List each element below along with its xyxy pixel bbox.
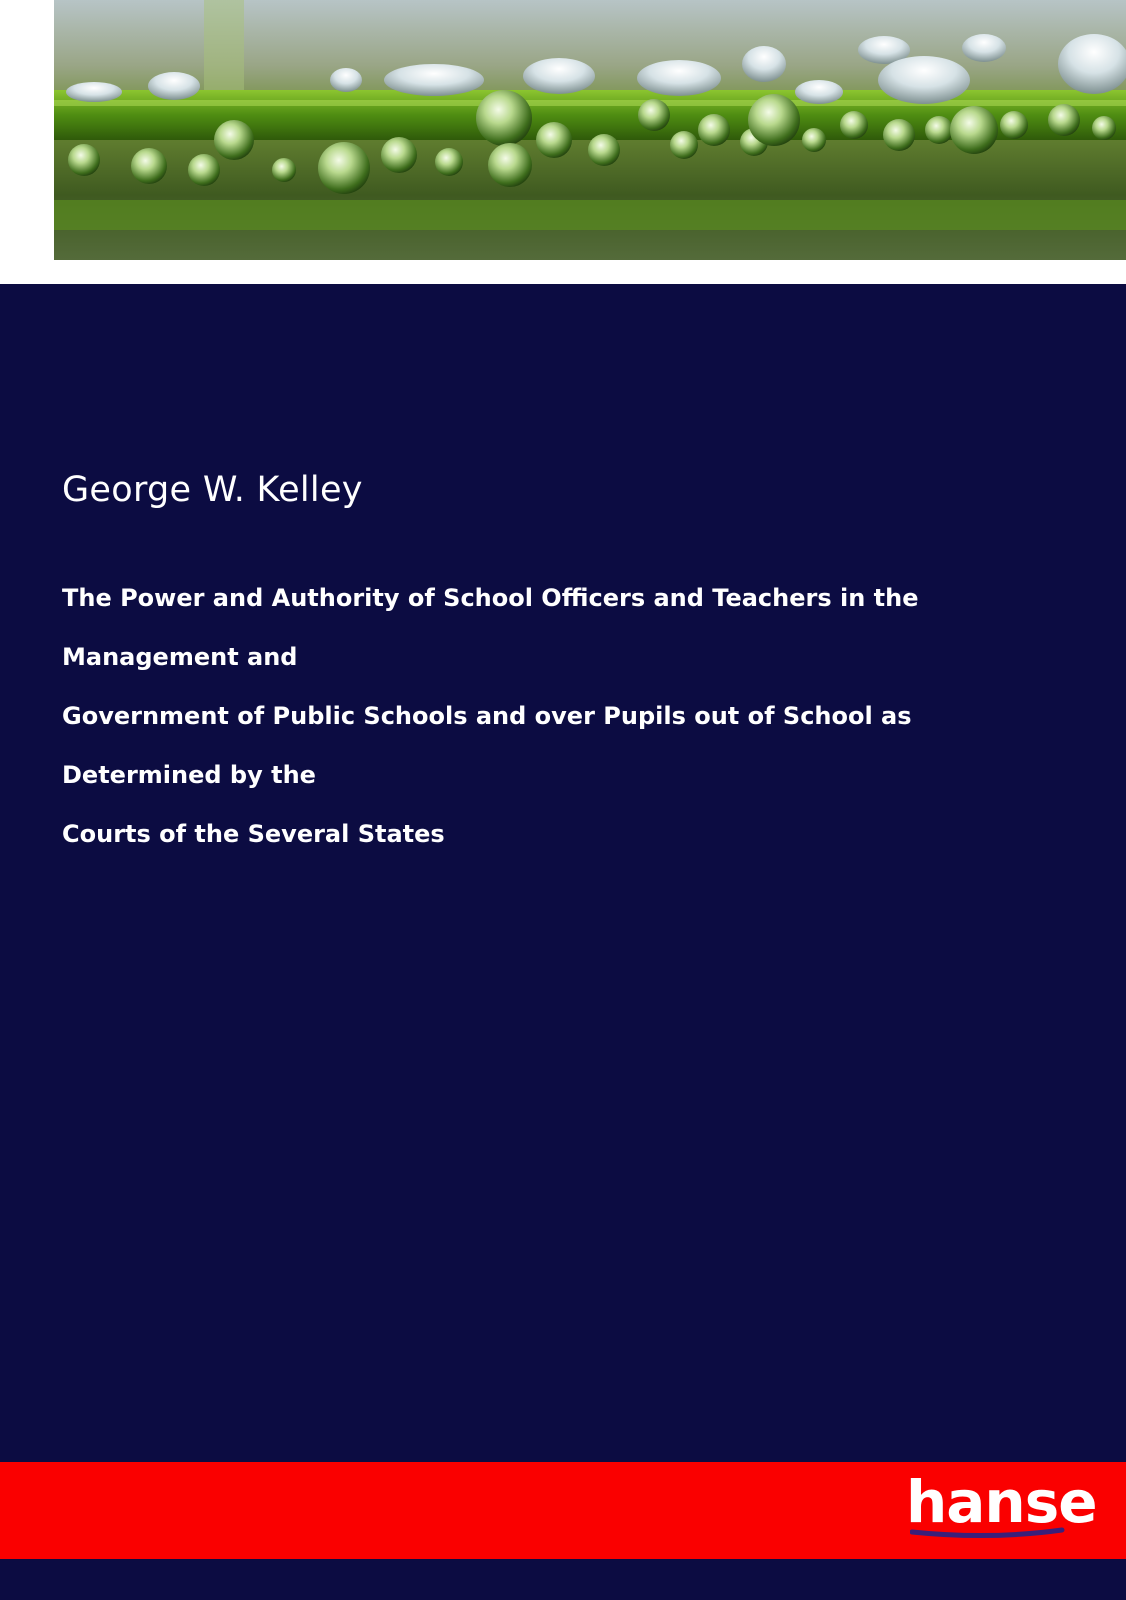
author-name: George W. Kelley — [62, 470, 363, 510]
publisher-band — [0, 1462, 1126, 1559]
dew-drops-on-grass-image — [54, 0, 1126, 260]
book-title — [62, 569, 1072, 864]
title-line: Courts of the Several States — [62, 820, 445, 848]
title-line: Government of Public Schools and over Pupils out of School as Determined by the — [62, 702, 912, 789]
hanse-logo — [906, 1468, 1097, 1550]
title-line: The Power and Authority of School Officers and Teachers in the Management and — [62, 584, 919, 671]
cover-photo — [54, 0, 1126, 260]
top-white-band — [0, 0, 1126, 284]
publisher-name: hanse — [906, 1468, 1097, 1536]
logo-swoosh-icon — [910, 1526, 1065, 1540]
